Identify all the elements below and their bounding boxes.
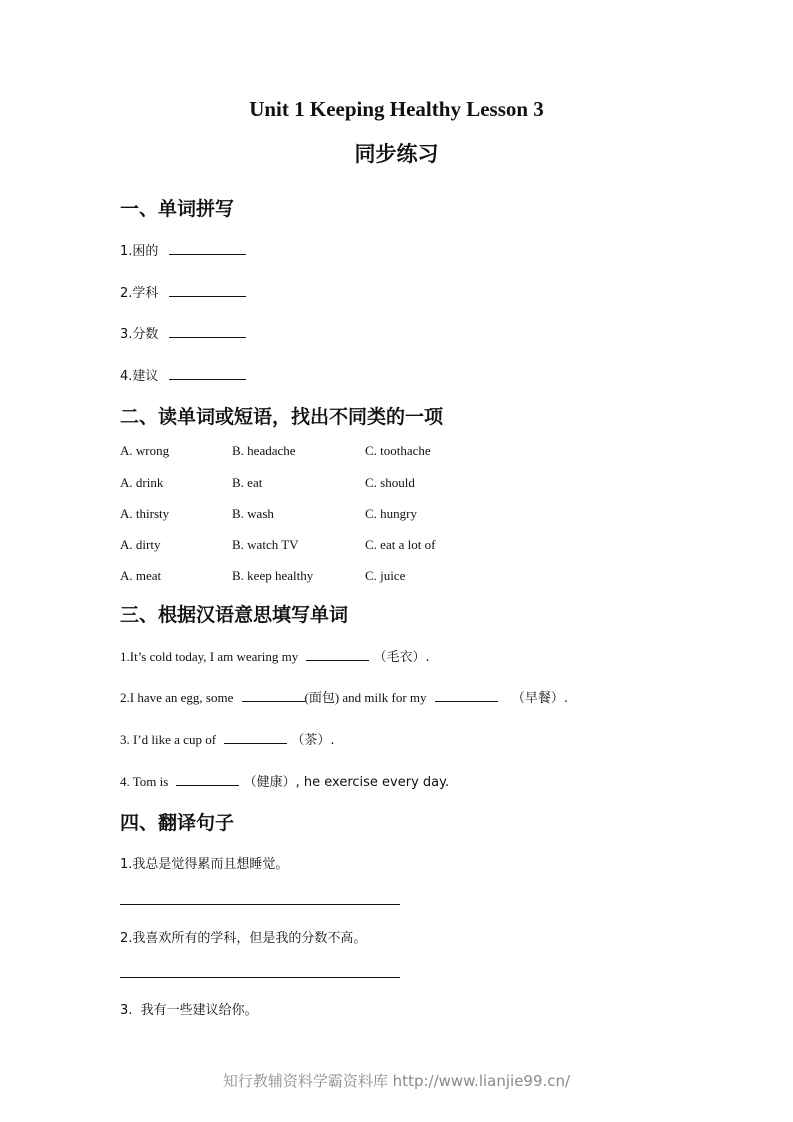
- spelling-item-1: 1.困的: [120, 240, 246, 259]
- option-4b: B. watch TV: [232, 537, 299, 552]
- section-4-heading: 四、翻译句子: [120, 812, 235, 834]
- fill-item-1: 1.It’s cold today, I am wearing my （毛衣）.: [120, 649, 430, 665]
- option-4c: C. eat a lot of: [365, 537, 436, 552]
- fill-item-2: 2.I have an egg, some (面包) and milk for my （早餐）.: [120, 690, 568, 706]
- answer-blank[interactable]: [176, 773, 239, 786]
- spelling-item-2: 2.学科: [120, 282, 246, 301]
- answer-line[interactable]: [120, 904, 400, 905]
- spelling-item-3: 3.分数: [120, 323, 246, 342]
- section-1-heading: 一、单词拼写: [120, 198, 235, 220]
- option-2a: A. drink: [120, 475, 164, 490]
- option-5b: B. keep healthy: [232, 568, 314, 583]
- page-subtitle: 同步练习: [354, 142, 439, 166]
- option-1a: A. wrong: [120, 443, 170, 458]
- answer-blank[interactable]: [169, 367, 246, 380]
- footer-watermark: 知行教辅资料学霸资料库 http://www.lianjie99.cn/: [222, 1072, 571, 1090]
- option-2c: C. should: [365, 475, 415, 490]
- option-3b: B. wash: [232, 506, 274, 521]
- fill-item-4: 4. Tom is （健康）, he exercise every day.: [120, 774, 450, 790]
- answer-blank[interactable]: [169, 325, 246, 338]
- option-2b: B. eat: [232, 475, 263, 490]
- option-4a: A. dirty: [120, 537, 161, 552]
- answer-blank[interactable]: [169, 284, 246, 297]
- answer-blank[interactable]: [306, 648, 369, 661]
- answer-blank[interactable]: [435, 689, 498, 702]
- answer-blank[interactable]: [224, 731, 287, 744]
- answer-blank[interactable]: [169, 242, 246, 255]
- section-2-heading: 二、读单词或短语，找出不同类的一项: [120, 406, 444, 428]
- page-title: Unit 1 Keeping Healthy Lesson 3: [249, 97, 544, 121]
- option-5c: C. juice: [365, 568, 406, 583]
- option-3a: A. thirsty: [120, 506, 170, 521]
- translate-item-3: 3. 我有一些建议给你。: [120, 1003, 258, 1018]
- option-1c: C. toothache: [365, 443, 431, 458]
- section-3-heading: 三、根据汉语意思填写单词: [120, 604, 349, 626]
- option-5a: A. meat: [120, 568, 162, 583]
- option-3c: C. hungry: [365, 506, 417, 521]
- fill-item-3: 3. I’d like a cup of （茶）.: [120, 732, 335, 748]
- option-1b: B. headache: [232, 443, 296, 458]
- translate-item-1: 1.我总是觉得累而且想睡觉。: [120, 857, 289, 872]
- answer-line[interactable]: [120, 977, 400, 978]
- answer-blank[interactable]: [242, 689, 305, 702]
- translate-item-2: 2.我喜欢所有的学科，但是我的分数不高。: [120, 931, 367, 946]
- spelling-item-4: 4.建议: [120, 365, 246, 384]
